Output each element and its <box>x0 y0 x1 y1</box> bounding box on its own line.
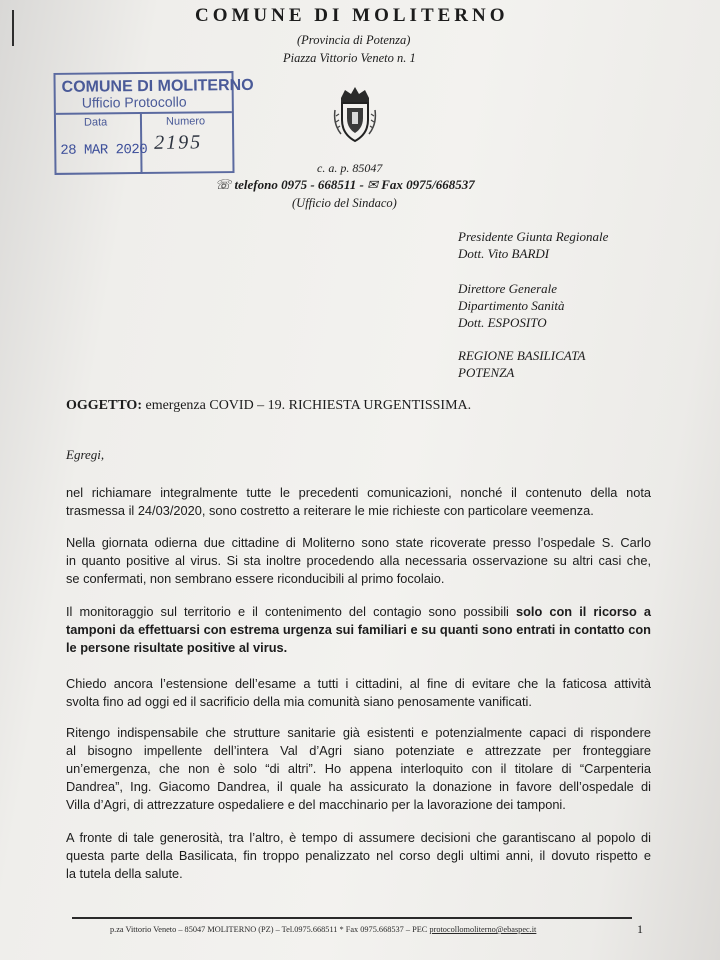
recipient-line: POTENZA <box>458 365 515 380</box>
letterhead-contacts <box>215 177 475 193</box>
salutation: Egregi, <box>66 447 105 462</box>
recipient-line: Dott. Vito BARDI <box>458 246 550 261</box>
subject-label: OGGETTO: <box>66 398 142 413</box>
stamp-number-label: Numero <box>165 115 206 128</box>
telephone-icon: ☏ <box>215 177 232 192</box>
subject-line <box>66 398 471 414</box>
paragraph-1 <box>66 484 651 520</box>
emphasis-text: solo con il ricorso a <box>515 604 651 619</box>
fax-label: Fax <box>381 177 403 192</box>
recipient-line: Direttore Generale <box>458 281 558 296</box>
footer-address: p.za Vittorio Veneto – 85047 MOLITERNO (PZ) – Tel.0975.668511 * Fax 0975.668537 – PEC <box>110 925 430 934</box>
stamp-date-value: 28 MAR 2020 <box>60 141 148 159</box>
paragraph-line: Nella giornata odierna due cittadine di Moliterno sono state ricoverate presso l’ospedale S. Carlo <box>66 535 651 550</box>
recipient-line: Dott. ESPOSITO <box>458 315 547 330</box>
stamp-date-label: Data <box>83 116 108 129</box>
paragraph-line: Villa d’Agri, di attrezzature ospedaliere e del macchinario per la lavorazione dei tamponi. <box>66 797 566 812</box>
paragraph-line: A fronte di tale generosità, tra l’altro, è tempo di assumere decisioni che garantiscano al popolo di <box>66 830 651 845</box>
page-edge-mark <box>12 10 14 46</box>
page-number: 1 <box>637 922 643 936</box>
letterhead-title: COMUNE DI MOLITERNO <box>195 5 509 26</box>
letterhead-provincia: (Provincia di Potenza) <box>297 33 411 47</box>
coat-of-arms-icon <box>331 84 379 144</box>
letterhead-address: Piazza Vittorio Veneto n. 1 <box>283 51 416 65</box>
paragraph-text: Il monitoraggio sul territorio e il contenimento del contagio sono possibili <box>66 604 516 619</box>
stamp-grid <box>56 111 233 175</box>
paragraph-3 <box>66 603 651 657</box>
paragraph-line: trasmessa il 24/03/2020, sono costretto a reiterare le mie richieste con particolare veemenza. <box>66 503 594 518</box>
recipient-block-3 <box>458 347 585 381</box>
paragraph-line: se confermati, non sembrano essere riconducibili al primo focolaio. <box>66 571 445 586</box>
fax-number: 0975/668537 <box>406 177 475 192</box>
paragraph-line: Ritengo indispensabile che strutture sanitarie già esistenti e potenzialmente capaci di rispondere <box>66 725 651 740</box>
letterhead-office: (Ufficio del Sindaco) <box>292 196 397 210</box>
paragraph-line: nel richiamare integralmente tutte le precedenti comunicazioni, nonché il contenuto della nota <box>66 485 651 500</box>
footer-contacts <box>110 925 536 934</box>
paragraph-line: svolta fino ad oggi ed il sacrificio della mia comunità siano penosamente vanificati. <box>66 694 532 709</box>
paragraph-4 <box>66 675 651 711</box>
paragraph-line: questa parte della Basilicata, fin troppo penalizzato nel corso degli ultimi anni, il dovuto rispetto e <box>66 848 651 863</box>
footer-pec-link[interactable]: protocollomoliterno@ebaspec.it <box>429 925 537 934</box>
paragraph-line <box>66 603 651 621</box>
recipient-line: Dipartimento Sanità <box>458 298 565 313</box>
emphasis-text: le persone risultate positive al virus. <box>66 640 288 655</box>
paragraph-line: un’emergenza, che non è solo “di altri”. Ho appena interloquito con il titolare di “Carpenteria <box>66 761 651 776</box>
paragraph-2 <box>66 534 651 588</box>
protocol-stamp <box>53 71 254 175</box>
paragraph-line: Chiedo ancora l’estensione dell’esame a tutti i cittadini, al fine di evitare che la faticosa attività <box>66 676 651 691</box>
paragraph-line: al bisogno impellente dell’intera Val d’Agri siano potenziate e attrezzate per fronteggiare <box>66 743 651 758</box>
recipient-line: Presidente Giunta Regionale <box>458 229 609 244</box>
recipient-line: REGIONE BASILICATA <box>458 348 586 363</box>
recipient-block-1 <box>458 228 608 262</box>
paragraph-6 <box>66 829 651 883</box>
fax-icon: ✉ <box>367 177 378 192</box>
letterhead-cap: c. a. p. 85047 <box>317 161 383 175</box>
footer-divider <box>72 917 632 919</box>
paragraph-5 <box>66 724 651 814</box>
paragraph-line: la tutela della salute. <box>66 866 183 881</box>
stamp-number-value: 2195 <box>154 131 203 154</box>
emphasis-text: tamponi da effettuarsi con estrema urgenza sui familiari e su quanti sono entrati in contatto con <box>66 622 651 637</box>
subject-text: emergenza COVID – 19. RICHIESTA URGENTISSIMA. <box>141 398 472 413</box>
paragraph-line: in quanto positive al virus. Si sta inoltre procedendo alla necessaria osservazione su altri casi che, <box>66 553 651 568</box>
recipient-block-2 <box>458 280 565 331</box>
telephone-label: telefono <box>234 177 278 192</box>
telephone-number: 0975 - 668511 - <box>281 177 364 192</box>
stamp-office: Ufficio Protocollo <box>81 93 187 111</box>
paragraph-line: Dandrea”, Ing. Giacomo Dandrea, il quale ha assicurato la donazione in favore dell’ospedale di <box>66 779 651 794</box>
stamp-title: COMUNE DI MOLITERNO <box>61 76 254 96</box>
